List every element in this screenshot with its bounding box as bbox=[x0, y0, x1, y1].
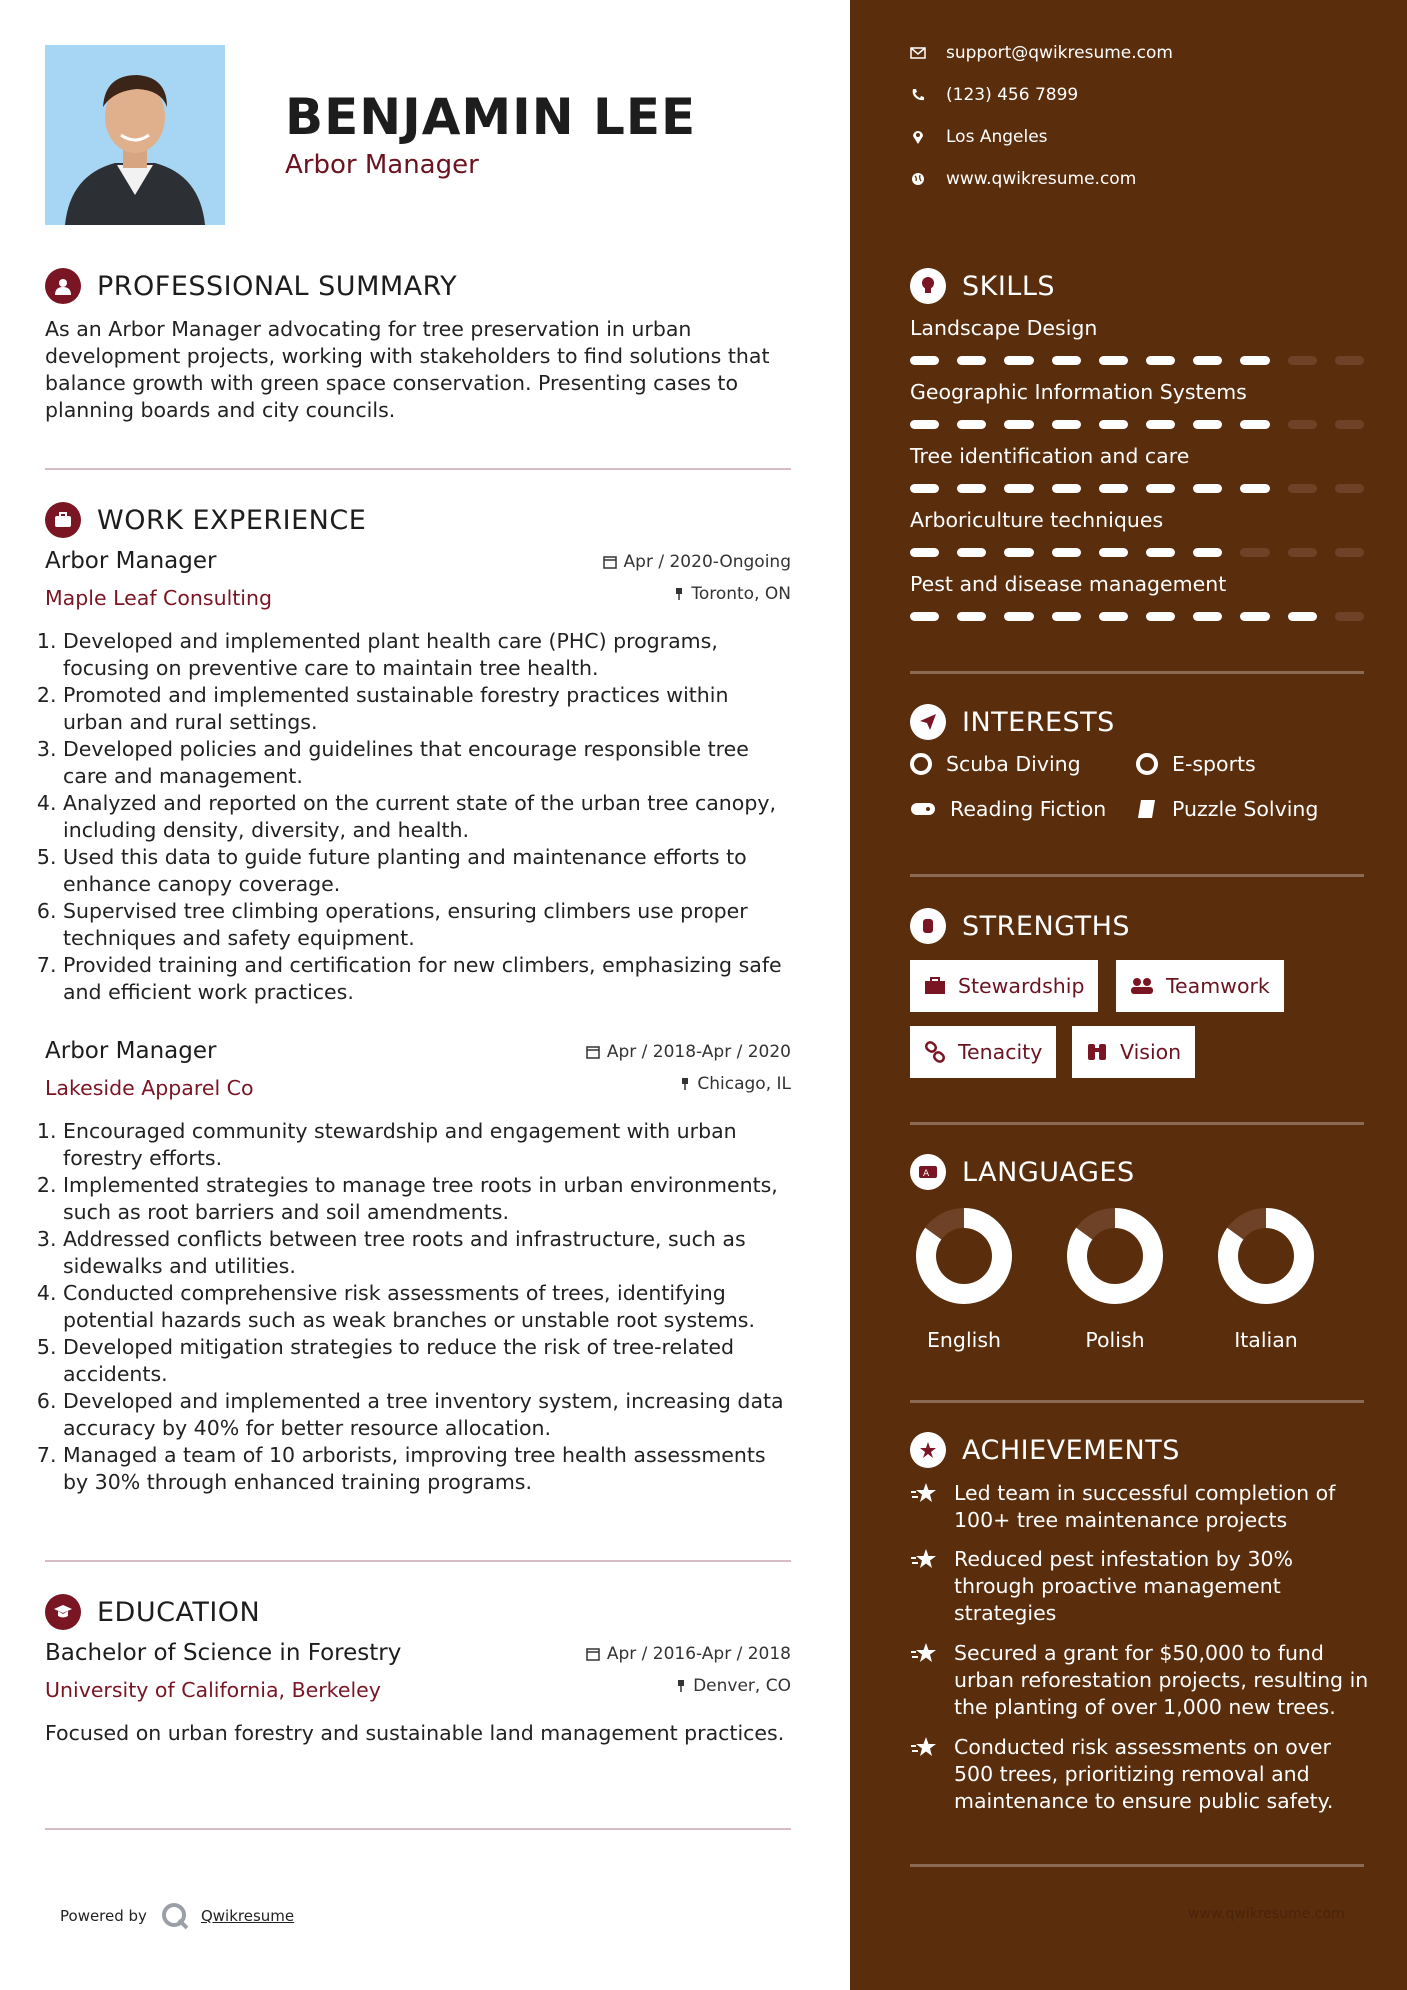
rating-dot-filled bbox=[1099, 420, 1128, 429]
duty-item: 1. Encouraged community stewardship and engagement with urban forestry efforts. bbox=[63, 1118, 791, 1172]
email-text[interactable]: support@qwikresume.com bbox=[946, 43, 1173, 63]
rating-dot-filled bbox=[1004, 612, 1033, 621]
language-icon bbox=[910, 1154, 946, 1190]
interest-label: Puzzle Solving bbox=[1172, 797, 1319, 821]
contact-email bbox=[910, 43, 1173, 63]
pin-icon bbox=[680, 1077, 690, 1091]
paper-plane-icon bbox=[910, 704, 946, 740]
skill-rating bbox=[910, 484, 1364, 493]
strength-badge bbox=[1072, 1026, 1195, 1078]
interests-title: INTERESTS bbox=[962, 706, 1115, 738]
rating-dot-filled bbox=[1193, 548, 1222, 557]
skill-item bbox=[910, 444, 1364, 493]
skill-item bbox=[910, 508, 1364, 557]
skill-name: Pest and disease management bbox=[910, 572, 1227, 596]
candidate-role: Arbor Manager bbox=[285, 150, 479, 180]
rating-dot-filled bbox=[1099, 548, 1128, 557]
skill-name: Tree identification and care bbox=[910, 444, 1190, 468]
job-location-text: Chicago, IL bbox=[697, 1074, 791, 1094]
skill-item bbox=[910, 316, 1364, 365]
user-icon bbox=[45, 268, 81, 304]
language-item bbox=[1206, 1206, 1326, 1352]
interest-label: E-sports bbox=[1172, 752, 1256, 776]
star-icon bbox=[910, 1432, 946, 1468]
star-icon bbox=[910, 1640, 940, 1721]
rating-dot-filled bbox=[1146, 356, 1175, 365]
watermark: www.qwikresume.com bbox=[1188, 1906, 1345, 1922]
avatar bbox=[45, 45, 225, 225]
summary-title: PROFESSIONAL SUMMARY bbox=[97, 270, 458, 302]
rating-dot-filled bbox=[1288, 612, 1317, 621]
powered-by-label: Powered by bbox=[60, 1907, 147, 1925]
duty-item: 2. Promoted and implemented sustainable forestry practices within urban and rural settings. bbox=[63, 682, 791, 736]
achievement-item bbox=[910, 1734, 1370, 1815]
candidate-name: BENJAMIN LEE bbox=[285, 88, 697, 146]
rating-dot-empty bbox=[1288, 356, 1317, 365]
star-icon bbox=[910, 1480, 940, 1534]
job-date-text: Apr / 2020-Ongoing bbox=[623, 552, 791, 572]
education-location bbox=[676, 1676, 791, 1696]
degree: Bachelor of Science in Forestry bbox=[45, 1640, 402, 1666]
interest-label: Scuba Diving bbox=[946, 752, 1081, 776]
rating-dot-empty bbox=[1335, 484, 1364, 493]
rating-dot-filled bbox=[1099, 484, 1128, 493]
education-date bbox=[586, 1644, 791, 1664]
rating-dot-filled bbox=[1146, 484, 1175, 493]
divider bbox=[910, 1122, 1364, 1125]
briefcase-icon bbox=[924, 977, 946, 995]
job-title: Arbor Manager bbox=[45, 548, 217, 574]
languages-heading bbox=[910, 1154, 1135, 1190]
rating-dot-filled bbox=[1193, 356, 1222, 365]
rating-dot-filled bbox=[1240, 420, 1269, 429]
rating-dot-filled bbox=[1099, 612, 1128, 621]
website-text[interactable]: www.qwikresume.com bbox=[946, 169, 1137, 189]
rating-dot-filled bbox=[1193, 484, 1222, 493]
skill-name: Arboriculture techniques bbox=[910, 508, 1164, 532]
rating-dot-filled bbox=[1052, 356, 1081, 365]
duty-item: 1. Developed and implemented plant health care (PHC) programs, focusing on preventive care to maintain tree health. bbox=[63, 628, 791, 682]
achievement-text: Reduced pest infestation by 30% through proactive management strategies bbox=[954, 1547, 1294, 1625]
calendar-icon bbox=[586, 1045, 600, 1059]
achievement-item bbox=[910, 1480, 1370, 1534]
skill-rating bbox=[910, 612, 1364, 621]
calendar-icon bbox=[603, 555, 617, 569]
gamepad-icon bbox=[910, 800, 936, 818]
job-location-text: Toronto, ON bbox=[691, 584, 791, 604]
achievement-text: Conducted risk assessments on over 500 trees, prioritizing removal and maintenance to ensure public safety. bbox=[954, 1735, 1334, 1813]
strengths-title: STRENGTHS bbox=[962, 910, 1131, 942]
svg-text:A: A bbox=[923, 1169, 930, 1179]
book-icon bbox=[1136, 798, 1158, 820]
sidebar bbox=[850, 0, 1407, 1990]
school: University of California, Berkeley bbox=[45, 1678, 381, 1702]
rating-dot-filled bbox=[910, 548, 939, 557]
strength-label: Stewardship bbox=[958, 974, 1085, 998]
strength-badge bbox=[1116, 960, 1284, 1012]
interest-item bbox=[1136, 797, 1318, 821]
strength-badge bbox=[910, 960, 1098, 1012]
divider bbox=[910, 1864, 1364, 1867]
education-title: EDUCATION bbox=[97, 1596, 261, 1628]
interest-item bbox=[910, 797, 1106, 821]
interests-heading bbox=[910, 704, 1115, 740]
contact-phone bbox=[910, 85, 1078, 105]
duty-list bbox=[45, 1118, 791, 1496]
rating-dot-filled bbox=[910, 484, 939, 493]
duty-item: 2. Implemented strategies to manage tree roots in urban environments, such as root barriers and soil amendments. bbox=[63, 1172, 791, 1226]
strength-label: Tenacity bbox=[958, 1040, 1043, 1064]
star-icon bbox=[910, 1546, 940, 1627]
education-description: Focused on urban forestry and sustainable land management practices. bbox=[45, 1721, 785, 1745]
duty-item: 7. Provided training and certification for new climbers, emphasizing safe and efficient work practices. bbox=[63, 952, 791, 1006]
language-label: English bbox=[926, 1328, 1002, 1352]
profile-photo bbox=[45, 45, 225, 225]
rating-dot-empty bbox=[1335, 548, 1364, 557]
rating-dot-filled bbox=[1052, 484, 1081, 493]
users-icon bbox=[1130, 977, 1154, 995]
duty-list bbox=[45, 628, 791, 1006]
education-location-text: Denver, CO bbox=[693, 1676, 791, 1696]
language-donut bbox=[1216, 1206, 1316, 1306]
job-company: Lakeside Apparel Co bbox=[45, 1076, 254, 1100]
divider bbox=[910, 1400, 1364, 1403]
interest-item bbox=[910, 752, 1081, 776]
life-ring-icon bbox=[1136, 753, 1158, 775]
rating-dot-filled bbox=[1240, 356, 1269, 365]
rating-dot-filled bbox=[957, 612, 986, 621]
language-label: Italian bbox=[1234, 1328, 1298, 1352]
divider bbox=[45, 1828, 791, 1830]
strength-badge bbox=[910, 1026, 1056, 1078]
job-date bbox=[603, 552, 791, 572]
job-date-text: Apr / 2018-Apr / 2020 bbox=[606, 1042, 791, 1062]
rating-dot-filled bbox=[1004, 356, 1033, 365]
duty-item: 5. Used this data to guide future planting and maintenance efforts to enhance canopy coverage. bbox=[63, 844, 791, 898]
job-entry bbox=[45, 548, 791, 1006]
job-location bbox=[680, 1074, 791, 1094]
location-text: Los Angeles bbox=[946, 127, 1048, 147]
strength-label: Teamwork bbox=[1166, 974, 1270, 998]
rating-dot-filled bbox=[957, 548, 986, 557]
interest-label: Reading Fiction bbox=[950, 797, 1107, 821]
rating-dot-filled bbox=[1052, 548, 1081, 557]
rating-dot-empty bbox=[1335, 356, 1364, 365]
job-company: Maple Leaf Consulting bbox=[45, 586, 273, 610]
experience-title: WORK EXPERIENCE bbox=[97, 504, 367, 536]
rating-dot-empty bbox=[1288, 420, 1317, 429]
rating-dot-empty bbox=[1335, 420, 1364, 429]
rating-dot-empty bbox=[1335, 612, 1364, 621]
skill-rating bbox=[910, 420, 1364, 429]
duty-item: 6. Developed and implemented a tree inventory system, increasing data accuracy by 40% for better resource allocation. bbox=[63, 1388, 791, 1442]
rating-dot-filled bbox=[910, 612, 939, 621]
achievement-text: Secured a grant for $50,000 to fund urban reforestation projects, resulting in the planting of over 1,000 new trees. bbox=[954, 1641, 1369, 1719]
rating-dot-filled bbox=[1146, 548, 1175, 557]
languages-title: LANGUAGES bbox=[962, 1156, 1135, 1188]
experience-heading bbox=[45, 502, 366, 538]
language-item bbox=[904, 1206, 1024, 1352]
summary-text: As an Arbor Manager advocating for tree preservation in urban development projects, working with stakeholders to find solutions that balance growth with green space conservation. Presenting cases to planning boards and city councils. bbox=[45, 317, 770, 422]
rating-dot-filled bbox=[1004, 484, 1033, 493]
strengths-heading bbox=[910, 908, 1130, 944]
rating-dot-filled bbox=[1004, 548, 1033, 557]
calendar-icon bbox=[586, 1647, 600, 1661]
rating-dot-filled bbox=[957, 356, 986, 365]
rating-dot-filled bbox=[957, 484, 986, 493]
divider bbox=[45, 468, 791, 470]
briefcase-icon bbox=[45, 502, 81, 538]
link-icon bbox=[924, 1041, 946, 1063]
skill-name: Landscape Design bbox=[910, 316, 1098, 340]
job-entry bbox=[45, 1038, 791, 1496]
summary-heading bbox=[45, 268, 457, 304]
qwikresume-logo-icon bbox=[161, 1902, 189, 1930]
achievement-text: Led team in successful completion of 100+ tree maintenance projects bbox=[954, 1481, 1336, 1532]
rating-dot-filled bbox=[910, 356, 939, 365]
language-item bbox=[1055, 1206, 1175, 1352]
map-marker-icon bbox=[910, 129, 926, 145]
skills-title: SKILLS bbox=[962, 270, 1056, 302]
envelope-icon bbox=[910, 47, 926, 59]
achievement-item bbox=[910, 1640, 1370, 1721]
divider bbox=[910, 874, 1364, 877]
education-heading bbox=[45, 1594, 260, 1630]
rating-dot-empty bbox=[1288, 548, 1317, 557]
education-date-text: Apr / 2016-Apr / 2018 bbox=[606, 1644, 791, 1664]
duty-item: 4. Conducted comprehensive risk assessments of trees, identifying potential hazards such as weak branches or unstable root systems. bbox=[63, 1280, 791, 1334]
duty-item: 5. Developed mitigation strategies to reduce the risk of tree-related accidents. bbox=[63, 1334, 791, 1388]
divider bbox=[910, 671, 1364, 674]
job-location bbox=[674, 584, 791, 604]
language-donut bbox=[914, 1206, 1014, 1306]
duty-item: 7. Managed a team of 10 arborists, improving tree health assessments by 30% through enhanced training programs. bbox=[63, 1442, 791, 1496]
graduation-cap-icon bbox=[45, 1594, 81, 1630]
rating-dot-filled bbox=[1099, 356, 1128, 365]
duty-item: 3. Developed policies and guidelines that encourage responsible tree care and management. bbox=[63, 736, 791, 790]
skills-heading bbox=[910, 268, 1055, 304]
rating-dot-filled bbox=[1193, 420, 1222, 429]
pin-icon bbox=[674, 587, 684, 601]
globe-icon bbox=[910, 172, 926, 186]
skill-item bbox=[910, 380, 1364, 429]
language-label: Polish bbox=[1085, 1328, 1145, 1352]
contact-location bbox=[910, 127, 1048, 147]
rating-dot-filled bbox=[1240, 612, 1269, 621]
duty-item: 3. Addressed conflicts between tree roots and infrastructure, such as sidewalks and utilities. bbox=[63, 1226, 791, 1280]
job-date bbox=[586, 1042, 791, 1062]
rating-dot-filled bbox=[1146, 420, 1175, 429]
education-entry bbox=[45, 1640, 791, 1747]
phone-text: (123) 456 7899 bbox=[946, 85, 1079, 105]
strength-label: Vision bbox=[1120, 1040, 1182, 1064]
rating-dot-filled bbox=[1146, 612, 1175, 621]
job-title: Arbor Manager bbox=[45, 1038, 217, 1064]
achievements-heading bbox=[910, 1432, 1180, 1468]
duty-item: 6. Supervised tree climbing operations, ensuring climbers use proper techniques and safety equipment. bbox=[63, 898, 791, 952]
rating-dot-filled bbox=[957, 420, 986, 429]
contact-website bbox=[910, 169, 1136, 189]
rating-dot-filled bbox=[1004, 420, 1033, 429]
binoculars-icon bbox=[1086, 1042, 1108, 1062]
rating-dot-filled bbox=[1052, 420, 1081, 429]
duty-item: 4. Analyzed and reported on the current state of the urban tree canopy, including density, diversity, and health. bbox=[63, 790, 791, 844]
rating-dot-filled bbox=[910, 420, 939, 429]
rating-dot-empty bbox=[1240, 548, 1269, 557]
achievement-item bbox=[910, 1546, 1370, 1627]
skill-rating bbox=[910, 356, 1364, 365]
qwikresume-link[interactable]: Qwikresume bbox=[200, 1907, 295, 1925]
rating-dot-filled bbox=[1052, 612, 1081, 621]
pin-icon bbox=[676, 1679, 686, 1693]
achievements-title: ACHIEVEMENTS bbox=[962, 1434, 1180, 1466]
rating-dot-filled bbox=[1193, 612, 1222, 621]
divider bbox=[45, 1560, 791, 1562]
language-donut bbox=[1065, 1206, 1165, 1306]
interest-item bbox=[1136, 752, 1256, 776]
skill-rating bbox=[910, 548, 1364, 557]
powered-by bbox=[60, 1902, 294, 1930]
lightbulb-icon bbox=[910, 268, 946, 304]
life-ring-icon bbox=[910, 753, 932, 775]
phone-icon bbox=[910, 88, 926, 102]
hand-icon bbox=[910, 908, 946, 944]
rating-dot-filled bbox=[1240, 484, 1269, 493]
skill-name: Geographic Information Systems bbox=[910, 380, 1247, 404]
rating-dot-empty bbox=[1288, 484, 1317, 493]
skill-item bbox=[910, 572, 1364, 621]
star-icon bbox=[910, 1734, 940, 1815]
